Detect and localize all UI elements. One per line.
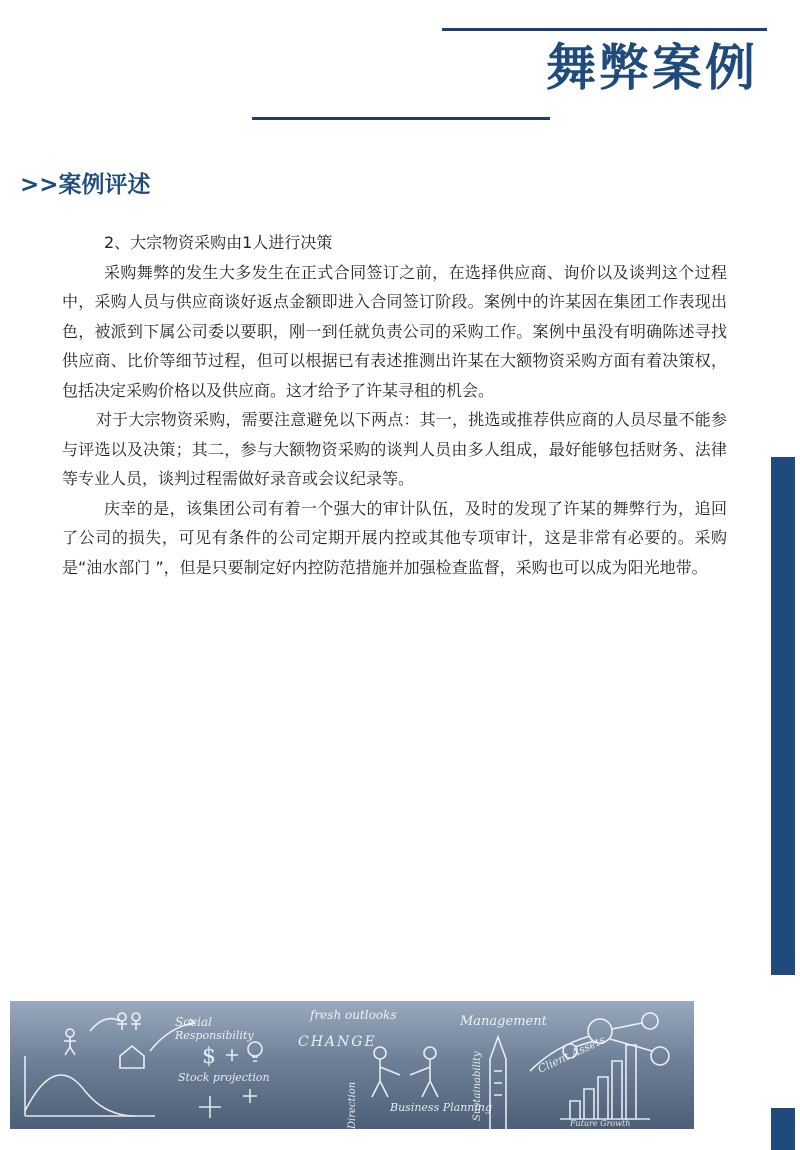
business-sketch-banner (10, 1001, 694, 1129)
paragraph-2: 对于大宗物资采购，需要注意避免以下两点：其一，挑选或推荐供应商的人员尽量不能参与评选以及决策；其二，参与大额物资采购的谈判人员由多人组成，最好能够包括财务、法律等专业人员，谈判过程需做好录音或会议纪录等。 (62, 410, 727, 488)
article-body (62, 228, 727, 582)
sketch-word-business-planning: Business Planning (390, 1101, 493, 1114)
top-decorative-line (442, 28, 767, 31)
sketch-word-management: Management (460, 1014, 547, 1029)
right-accent-bar-bottom (771, 1108, 795, 1150)
sketch-word-fresh-outlooks: fresh outlooks (310, 1008, 397, 1022)
sketch-word-responsibility: Responsibility (175, 1029, 254, 1042)
page-title: 舞弊案例 (546, 39, 758, 97)
sketch-word-direction: Direction (347, 1081, 358, 1129)
sketch-word-client-assets: Client Assets (535, 1033, 608, 1076)
business-sketch-illustration (10, 1001, 694, 1129)
section-heading: >>案例评述 (20, 172, 151, 198)
sketch-word-social: Social (175, 1015, 212, 1029)
sketch-word-sustainability: Sustainability (472, 1051, 483, 1121)
sketch-word-change: CHANGE (298, 1034, 377, 1050)
case-subheading: 2、大宗物资采购由1人进行决策 (104, 233, 333, 252)
svg-text:$: $ (202, 1044, 216, 1069)
right-accent-bar (771, 457, 795, 975)
paragraph-1: 采购舞弊的发生大多发生在正式合同签订之前，在选择供应商、询价以及谈判这个过程中，采购人员与供应商谈好返点金额即进入合同签订阶段。案例中的许某因在集团工作表现出色，被派到下属公司委以要职，刚一到任就负责公司的采购工作。案例中虽没有明确陈述寻找供应商、比价等细节过程，但可以根据已有表述推测出许某在大额物资采购方面有着决策权，包括决定采购价格以及供应商。这才给予了许某寻租的机会。 (62, 262, 727, 400)
sketch-word-future-growth: Future Growth (570, 1119, 631, 1128)
paragraph-3: 庆幸的是，该集团公司有着一个强大的审计队伍，及时的发现了许某的舞弊行为，追回了公司的损失，可见有条件的公司定期开展内控或其他专项审计，这是非常有必要的。采购是“油水部门 ”，但是只要制定好内控防范措施并加强检查监督，采购也可以成为阳光地带。 (62, 498, 727, 577)
title-underline (252, 117, 550, 120)
sketch-word-stock-projection: Stock projection (178, 1071, 270, 1084)
